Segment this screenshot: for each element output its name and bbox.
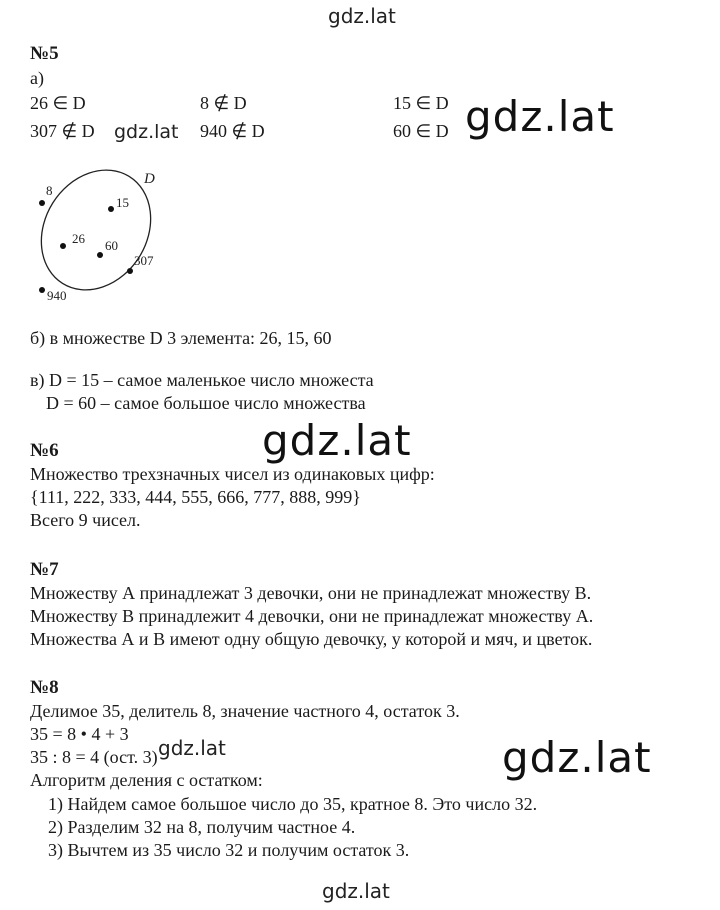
relation-8: 8 ∉ D xyxy=(200,93,247,113)
task6-heading: №6 xyxy=(30,440,59,461)
point-940-label: 940 xyxy=(47,288,67,303)
task6-line-3: Всего 9 чисел. xyxy=(30,510,141,530)
task5-part-c-line2: D = 60 – самое большое число множества xyxy=(46,393,366,413)
point-60-label: 60 xyxy=(105,238,118,253)
watermark-big-3: gdz.lat xyxy=(502,733,652,782)
point-307-label: 307 xyxy=(134,253,154,268)
task8-heading: №8 xyxy=(30,677,59,698)
point-940 xyxy=(39,287,45,293)
task5-part-a: а) xyxy=(30,68,44,88)
task5-part-c-line1: в) D = 15 – самое маленькое число множеста xyxy=(30,370,374,390)
task7-line-3: Множества А и В имеют одну общую девочку, у которой и мяч, и цветок. xyxy=(30,629,593,649)
point-15-label: 15 xyxy=(116,195,129,210)
task7-line-2: Множеству В принадлежит 4 девочки, они не принадлежат множеству А. xyxy=(30,606,594,626)
task6-line-2: {111, 222, 333, 444, 555, 666, 777, 888, 999} xyxy=(30,487,361,507)
point-8-label: 8 xyxy=(46,183,53,198)
task5-part-b: б) в множестве D 3 элемента: 26, 15, 60 xyxy=(30,328,332,348)
point-307 xyxy=(127,268,133,274)
watermark-inline-1: gdz.lat xyxy=(114,121,179,143)
task8-line-4: Алгоритм деления с остатком: xyxy=(30,770,263,790)
point-8 xyxy=(39,200,45,206)
relation-60: 60 ∈ D xyxy=(393,121,449,141)
watermark-inline-2: gdz.lat xyxy=(158,736,226,760)
task5-heading: №5 xyxy=(30,43,59,64)
task7-line-1: Множеству А принадлежат 3 девочки, они не принадлежат множеству В. xyxy=(30,583,592,603)
point-60 xyxy=(97,252,103,258)
task6-line-1: Множество трехзначных чисел из одинаковых цифр: xyxy=(30,464,435,484)
point-15 xyxy=(108,206,114,212)
point-26 xyxy=(60,243,66,249)
relation-940: 940 ∉ D xyxy=(200,121,265,141)
task8-line-1: Делимое 35, делитель 8, значение частного 4, остаток 3. xyxy=(30,701,460,721)
relation-15: 15 ∈ D xyxy=(393,93,449,113)
task8-line-2: 35 = 8 • 4 + 3 xyxy=(30,724,129,744)
watermark-top: gdz.lat xyxy=(328,4,396,28)
watermark-big-1: gdz.lat xyxy=(465,92,615,141)
set-d-label: D xyxy=(144,171,155,187)
watermark-big-2: gdz.lat xyxy=(262,416,412,465)
task8-step-1: 1) Найдем самое большое число до 35, кратное 8. Это число 32. xyxy=(48,794,538,814)
point-26-label: 26 xyxy=(72,231,85,246)
task8-step-3: 3) Вычтем из 35 число 32 и получим остаток 3. xyxy=(48,840,410,860)
task8-line-3: 35 : 8 = 4 (ост. 3) xyxy=(30,747,158,767)
task8-step-2: 2) Разделим 32 на 8, получим частное 4. xyxy=(48,817,356,837)
task7-heading: №7 xyxy=(30,559,59,580)
watermark-bottom: gdz.lat xyxy=(322,879,390,903)
relation-26: 26 ∈ D xyxy=(30,93,86,113)
set-diagram xyxy=(30,165,190,315)
relation-307: 307 ∉ D xyxy=(30,121,95,141)
